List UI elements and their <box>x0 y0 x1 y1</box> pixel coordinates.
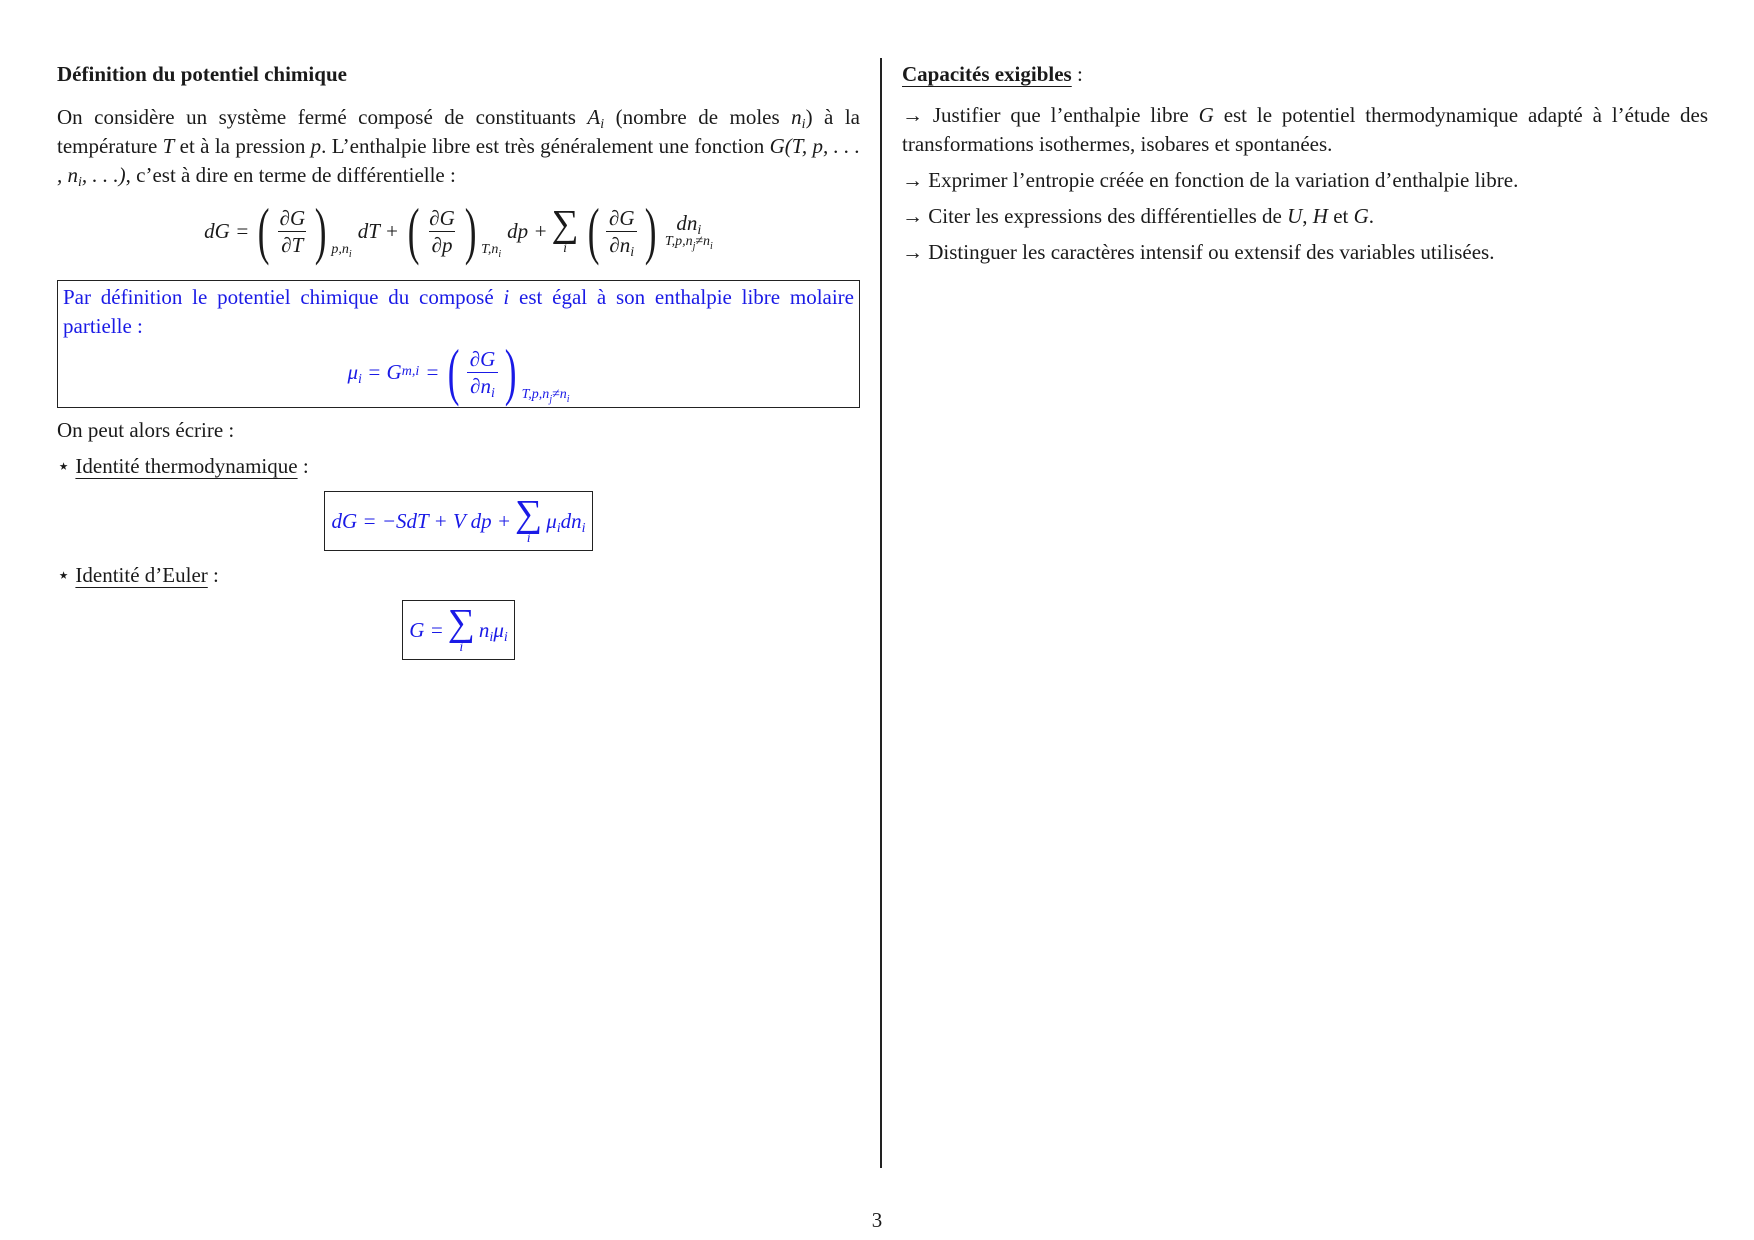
intro-text-4: et à la pression <box>174 134 311 158</box>
partial-G-ni: $\frac{\partial G}{\partial n_i}$ <box>606 205 638 258</box>
eq1-sub-2: $T,n_i$ <box>481 242 502 260</box>
eq1-sub-1: $p,n_i$ <box>331 242 352 260</box>
skill-item-1: → Justifier que l’enthalpie libre G est le potentiel thermodynamique adapté à l’étude des transformations isothermes, isobares et spontanées. <box>902 103 1708 156</box>
eq1-dni: $dn_i$ $T,p,n_j\ne n_i$ <box>664 211 713 252</box>
var-p: p <box>310 134 322 158</box>
left-column <box>57 60 860 660</box>
intro-paragraph <box>57 103 860 190</box>
partial-G-T: $\frac{\partial G}{\partial T}$ <box>279 205 306 257</box>
skill-item-2: → Exprimer l’entropie créée en fonction de la variation d’enthalpie libre. <box>902 168 1519 192</box>
then-text: On peut alors écrire : <box>57 418 235 442</box>
identity-euler-formula: G = ∑ i $n_i\mu_i$ <box>402 600 515 660</box>
eq1-dp: dp + <box>507 218 548 243</box>
definition-box <box>57 280 860 408</box>
intro-text-3: ) à la température <box>57 105 860 158</box>
sum-symbol: ∑ i <box>551 203 579 256</box>
intro-text-5: . L’enthalpie libre est très généralement une fonction <box>321 134 770 158</box>
identity-euler-block <box>57 600 860 660</box>
definition-text: Par définition le potentiel chimique du composé i est égal à son enthalpie libre molaire partielle : <box>63 285 854 338</box>
intro-text-1: On considère un système fermé composé de constituants <box>57 105 588 129</box>
mu-i: $\mu_i$ <box>347 359 362 387</box>
intro-text-2: (nombre de moles <box>604 105 792 129</box>
differential-equation: dG = ( $\frac{\partial G}{\partial T}$ ) $p,n_i$ dT + ( $\frac{\partial G}{\partial p}$ ) $T,n_i$ dp + ∑ i ( $\frac{\partial G}{\partial n_i}$ ) $dn_i$ $T,p,n_j\ne n_i$ <box>204 195 713 266</box>
eq1-dT: dT + <box>357 218 399 243</box>
eq1-lhs: dG = <box>204 218 250 243</box>
page-number: 3 <box>871 1208 883 1232</box>
skill-item-3: → Citer les expressions des différentielles de U, H et G. <box>902 204 1375 228</box>
identity-thermo-block <box>57 491 860 551</box>
partial-G-p: $\frac{\partial G}{\partial p}$ <box>429 205 455 257</box>
right-column <box>902 60 1708 267</box>
var-Ai: $A_i$ <box>587 105 605 132</box>
var-T: T <box>162 134 175 158</box>
skills-title: Capacités exigibles : <box>902 62 1083 86</box>
skill-item-4: → Distinguer les caractères intensif ou extensif des variables utilisées. <box>902 240 1495 264</box>
identity-euler-heading: ⋆ Identité d’Euler : <box>57 563 219 587</box>
var-ni: $n_i$ <box>791 105 806 132</box>
identity-thermo-heading: ⋆ Identité thermodynamique : <box>57 454 309 478</box>
section-title: Définition du potentiel chimique <box>57 62 347 86</box>
function-G: G(T, p, . . . , $n_i$, . . .) <box>57 134 861 190</box>
column-divider <box>880 58 882 1168</box>
chemical-potential-equation: $\mu_i$ = G m,i = ( $\frac{\partial G}{\partial n_i}$ ) $T,p,n_j\ne n_i$ <box>347 336 570 407</box>
identity-thermo-formula: dG = −SdT + V dp + ∑ i $\mu_idn_i$ <box>324 491 592 551</box>
intro-text-6: , c’est à dire en terme de différentielle : <box>125 163 456 187</box>
